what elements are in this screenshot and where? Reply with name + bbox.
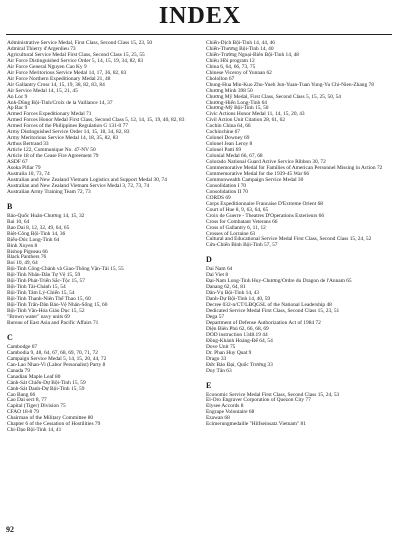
index-entry: Air Service Medal 14, 15, 21, 45 <box>7 87 78 94</box>
index-entry: Can-Lao Nhan-Vi (Labor Personalist) Party 8 <box>7 361 106 368</box>
index-entry: Elysee Accords 8 <box>206 403 244 410</box>
index-entry: Ezawan 68 <box>206 415 230 422</box>
index-entry: Air Force Distinguished Service Order 5, 14, 15, 19, 34, 82, 83 <box>7 57 144 64</box>
index-entry: Chairman of the Military Committee 80 <box>7 415 94 422</box>
index-entry: Administrative Service Medal, First Class, Second Class 15, 23, 50 <box>7 40 153 46</box>
index-entry: Colonel Patti 69 <box>206 147 242 154</box>
index-entry: Colonel Downey 69 <box>206 135 250 142</box>
index-entry: Article 18 of the Cease Fire Agreement 79 <box>7 153 99 160</box>
index-entry: Dega 57 <box>206 313 225 320</box>
index-entry: Economic Service Medal First Class, Second Class 15, 24, 53 <box>206 391 340 398</box>
index-entry: Australia 10, 73, 74 <box>7 170 50 177</box>
index-entry: Chiến-Dịch Bội-Tinh 14, 44, 46 <box>206 40 275 46</box>
index-entry: Bureau of East Asia and Pacific Affairs 71 <box>7 319 99 326</box>
index-entry: Court of Hue 8, 9, 63, 64, 65 <box>206 206 269 213</box>
index-entry: Dedicated Service Medal First Class, Second Class 15, 23, 51 <box>206 308 340 315</box>
index-entry: Dân-Vụ Bội-Tinh 14, 43 <box>206 290 260 297</box>
index-entry: Biệt-Công Bội-Tinh 14, 36 <box>7 230 66 237</box>
index-entry: Colorado National Guard Active Service Ribbon 30, 72 <box>206 159 326 166</box>
index-entry: Capital (Tiger) Division 75 <box>7 403 66 410</box>
index-entry: Cultural and Educational Service Medal First Class, Second Class 15, 24, 52 <box>206 236 372 243</box>
index-entry: Canada 79 <box>7 367 30 374</box>
index-entry: Dai Viet 8 <box>206 272 229 279</box>
index-entry: Army Distinguished Service Order 14, 15, 18, 34, 82, 83 <box>7 129 130 136</box>
index-entry: Chiêu Hồi program 12 <box>206 57 255 64</box>
index-entry: Bai 10, 64 <box>7 218 30 225</box>
index-entry: Corps Expeditionnaire Francaise D'Extreme Orient 68 <box>206 200 323 207</box>
index-entry: Cảnh-Sát Danh-Dự Bội-Tinh 15, 59 <box>7 385 85 392</box>
index-entry: Armed Forces of the Philippines Regulation G 131-0 77 <box>7 123 128 130</box>
index-entry: Crosses of Lorraine 63 <box>206 230 256 237</box>
index-entry: An Loc 9 <box>7 93 28 100</box>
index-entry: Admiral Thierry d'Argenlieu 73 <box>7 45 76 52</box>
index-entry: Ap Bac 9 <box>7 105 28 112</box>
index-entry: Bội-Tinh Trấn-Dân Bảo-Vệ Nhân-Sống 15, 60 <box>7 302 108 309</box>
index-entry: Cholollon 67 <box>206 75 235 82</box>
index-entry: Bội-Tinh Phát-Triển Sắc-Tộc 15, 57 <box>7 278 85 285</box>
index-entry: ASDF 67 <box>7 159 28 166</box>
index-entry: Anh-Dũng Bội-Tinh/Croix de la Vaillance 14, 37 <box>7 99 113 106</box>
index-entry: Commonwealth Campaign Service Medal 30 <box>206 176 304 183</box>
index-entry: Engrape Volontaire 68 <box>206 409 255 416</box>
index-entry: Cứu-Chiến Bình Bội-Tinh 57, 57 <box>206 242 278 249</box>
index-entry: Article 122, Communique No. 47-NV 50 <box>7 147 96 154</box>
index-entry: Chung-Hua Min-Kuo Zhu-Yueh Jun-Yuan-Tuan Yung-Yu Chi-Nien-Zhang 78 <box>206 81 374 88</box>
title-rule <box>6 34 392 35</box>
index-entry: Air Force Northern Expeditionary Medal 21, 48 <box>7 75 111 82</box>
index-entry: Boi 10, 49, 64 <box>7 260 38 267</box>
index-entry: Danang 62, 64, 81 <box>206 284 246 291</box>
index-entry: Cochin China 64, 66 <box>206 123 251 130</box>
index-entry: Colonel Jean Leroy 8 <box>206 141 253 148</box>
index-entry: Civic Actions Honor Medal 11, 14, 15, 20, 43 <box>206 111 305 118</box>
index-entry: Australian and New Zealand Vietnam Service Medal 3, 72, 73, 74 <box>7 182 150 189</box>
index-entry: Bảo-Quốc Huân-Chương 14, 15, 32 <box>7 212 85 219</box>
index-entry: Canadian Maple Leaf 80 <box>7 373 61 380</box>
index-entry: Arthus Bertrand 33 <box>7 141 49 148</box>
index-entry: Australian and New Zealand Vietnam Logistics and Support Medal 30, 74 <box>7 176 167 183</box>
index-entry: El-Oro Engraver Corporation of Quezon City 77 <box>206 397 311 404</box>
index-letter-heading: E <box>206 380 212 390</box>
index-entry: Armed Forces Expeditionary Medal 71 <box>7 111 92 118</box>
index-entry: Chương-Mỹ Bội-Tinh 15, 50 <box>206 105 269 112</box>
index-letter-heading: B <box>7 201 13 211</box>
index-entry: Black Panthers 76 <box>7 254 47 261</box>
index-entry: Consolidation I 70 <box>206 182 247 189</box>
index-entry: Dove Unit 75 <box>206 343 236 350</box>
index-entry: Chương-Hiến Long-Tinh 64 <box>206 99 267 106</box>
index-entry: Cochinchine 67 <box>206 129 240 136</box>
index-entry: Cross for Combatant Veterans 66 <box>206 218 278 225</box>
index-entry: Commemorative Medal for Families of American Personnel Missing in Action 72 <box>206 165 383 172</box>
index-entry: Bội-Tinh Thanh-Niên Thể Thao 15, 60 <box>7 296 91 303</box>
index-entry: Drago 33 <box>206 355 227 362</box>
index-entry: Bishop Pigneau 66 <box>7 248 48 255</box>
index-entry: CORDS 69 <box>206 194 231 201</box>
index-entry: Danh-Dự Bội-Tinh 14, 40, 59 <box>206 296 271 303</box>
index-entry: Air Gallantry Cross 14, 15, 19, 38, 82, 83, 84 <box>7 81 105 88</box>
index-entry: Chiến-Trường Ngoại-Biên Bội-Tinh 14, 48 <box>206 51 299 58</box>
index-entry: Department of Defense Authorization Act of 1984 72 <box>206 319 321 326</box>
index-entry: Chapter 6 of the Cessation of Hostilities 79 <box>7 421 101 428</box>
index-entry: Đồng-Khánh Hoàng-Đế 64, 54 <box>206 337 273 344</box>
index-entry: DOD instruction 1348.19 44 <box>206 331 268 338</box>
index-entry: Bội-Tinh Tâm Lý-Chiến 15, 54 <box>7 290 75 297</box>
index-entry: Bao Dai 8, 12, 32, 49, 64, 65 <box>7 224 70 231</box>
index-entry: CFAO 18-8 79 <box>7 409 39 416</box>
index-entry: Biểu-Dúc Long-Tinh 64 <box>7 236 60 243</box>
index-entry: Army Meritorious Service Medal 14, 18, 35, 82, 83 <box>7 135 119 142</box>
index-entry: Dr. Phan Huy Quat 9 <box>206 349 252 356</box>
index-entry: Dai Nam 64 <box>206 266 233 273</box>
index-entry: Cambodge 67 <box>7 343 38 350</box>
index-entry: China 6, 64, 66, 73, 75 <box>206 63 256 70</box>
index-entry: Campaign Service Medal 5, 14, 15, 20, 44, 72 <box>7 355 107 362</box>
index-entry: Decree 032-n/CT/LĐQGSL of the National Leadership 48 <box>206 302 332 309</box>
index-entry: Commemorative Medal for the 1939-45 War 66 <box>206 170 310 177</box>
index-entry: Đức Bảo Đại, Quốc Trưởng 33 <box>206 361 273 368</box>
index-entry: Air Force Meritorious Service Medal 14, 17, 36, 82, 83 <box>7 69 127 76</box>
index-entry: Diện Biên Phủ 62, 66, 68, 69 <box>206 325 269 332</box>
index-entry: Chiến-Thương Bội-Tinh 14, 40 <box>206 45 274 52</box>
index-entry: Đại-Nam Long-Tinh Huy-Chương/Ordre du Dragon de l'Annam 65 <box>206 278 352 285</box>
index-entry: Agricultural Service Medal First Class, Second Class 15, 25, 55 <box>7 51 145 58</box>
index-entry: Bội-Tinh Tài-Chánh 15, 54 <box>7 284 66 291</box>
index-entry: Asoka Pillar 79 <box>7 165 41 172</box>
index-entry: Cao Dai sect 8, 77 <box>7 397 47 404</box>
index-entry: Cảnh-Sát Chiến-Dự Bội-Tinh 15, 59 <box>7 379 86 386</box>
index-entry: "Brown water" navy units 69 <box>7 313 70 320</box>
index-entry: Bội-Tinh Nhân-Dân Tự Vệ 15, 59 <box>7 272 81 279</box>
index-letter-heading: C <box>7 332 13 342</box>
index-letter-heading: D <box>206 255 212 265</box>
index-entry: Chương Minh 398 50 <box>206 87 253 94</box>
index-entry: Duy Tân 63 <box>206 367 232 374</box>
index-entry: Cambodia 9, 48, 64, 67, 68, 69, 70, 71, 72 <box>7 349 98 356</box>
index-entry: Civil Action Unit Citation 28, 61, 62 <box>206 117 286 124</box>
index-entry: Bội-Tinh Công-Chánh và Giao-Thông Vận-Tải 15, 55 <box>7 266 124 273</box>
index-entry: Consolidation II 70 <box>206 188 248 195</box>
index-column-left <box>7 41 191 434</box>
page-number: 92 <box>6 525 14 534</box>
index-entry: Chí-Dạo Bội-Tinh 14, 41 <box>7 427 62 434</box>
index-entry: Bội-Tinh Văn-Hóa Giáo Dục 15, 52 <box>7 308 85 315</box>
index-entry: Binh Xuyen 8 <box>7 242 38 249</box>
index-entry: Colonial Medal 66, 67, 68 <box>206 153 263 160</box>
index-column-right <box>206 41 390 428</box>
index-entry: Australian Army Training Team 72, 73 <box>7 188 91 195</box>
index-entry: Air Force General Nguyen Cao Ky 9 <box>7 63 87 70</box>
index-entry: Croix de Guerre - Theatres D'Operations Exterieurs 66 <box>206 212 325 219</box>
index-entry: Chương Mỹ Medal, First Class, Second Class 5, 15, 25, 50, 54 <box>206 93 342 100</box>
index-entry: Cross of Gallantry 6, 11, 12 <box>206 224 266 231</box>
index-entry: Armed Forces Honor Medal First Class, Second Class 5, 12, 14, 15, 19, 40, 82, 83 <box>7 117 185 124</box>
index-entry: Chinese Viceroy of Yunnan 62 <box>206 69 272 76</box>
index-entry: Cao Bang 66 <box>7 391 36 398</box>
index-entry: Ecimerungmedaille "Hilfseinsatz Vietnam" 81 <box>206 421 306 428</box>
page-title: INDEX <box>158 3 242 29</box>
